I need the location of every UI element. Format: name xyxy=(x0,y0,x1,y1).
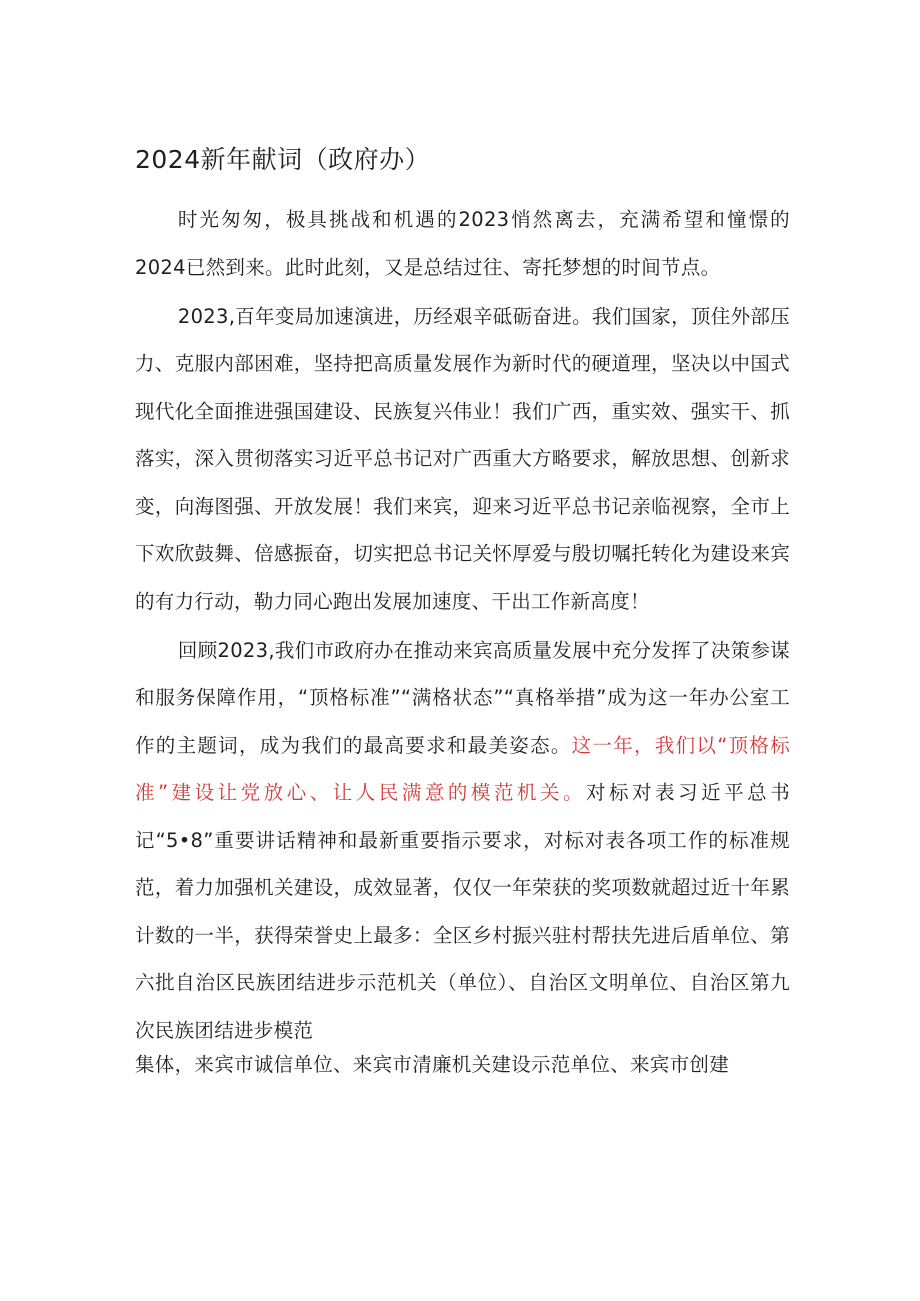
paragraph-4: 集体，来宾市诚信单位、来宾市清廉机关建设示范单位、来宾市创建 xyxy=(135,1053,730,1076)
paragraph-3-text-a: 回顾2023,我们市政府办在推动来宾高质量发展中充分发挥了决策参谋和服务保障作用，“顶格标准”“满格状态”“真格举措”成为这一年办公室工作的主题词，成为我们的最高要求和最美姿态。 xyxy=(135,638,790,757)
paragraph-3 xyxy=(135,627,790,1055)
highlighted-sentence: 这一年，我们以“顶格标准”建设让党放心、让人民满意的模范机关。 xyxy=(135,733,790,804)
paragraph-1: 时光匆匆，极具挑战和机遇的2023悄然离去，充满希望和憧憬的2024已然到来。此时此刻，又是总结过往、寄托梦想的时间节点。 xyxy=(135,208,790,279)
document-body xyxy=(135,196,790,1082)
paragraph-2: 2023,百年变局加速演进，历经艰辛砥砺奋进。我们国家，顶住外部压力、克服内部困难，坚持把高质量发展作为新时代的硬道理，坚决以中国式现代化全面推进强国建设、民族复兴伟业！我们广西，重实效、强实干、抓落实，深入贯彻落实习近平总书记对广西重大方略要求，解放思想、创新求变，向海图强、开放发展！我们来宾，迎来习近平总书记亲临视察，全市上下欢欣鼓舞、倍感振奋，切实把总书记关怀厚爱与殷切嘱托转化为建设来宾的有力行动，勒力同心跑出发展加速度、干出工作新高度！ xyxy=(135,304,790,613)
document-title: 2024新年献词（政府办） xyxy=(135,145,431,174)
paragraph-3-text-b: 对标对表习近平总书记“5•8”重要讲话精神和最新重要指示要求，对标对表各项工作的标准规范，着力加强机关建设，成效显著，仅仅一年荣获的奖项数就超过近十年累计数的一半，获得荣誉史上最多：全区乡村振兴驻村帮扶先进后盾单位、第六批自治区民族团结进步示范机关（单位）、自治区文明单位、自治区第九次民族团结进步模范 xyxy=(135,781,790,1042)
